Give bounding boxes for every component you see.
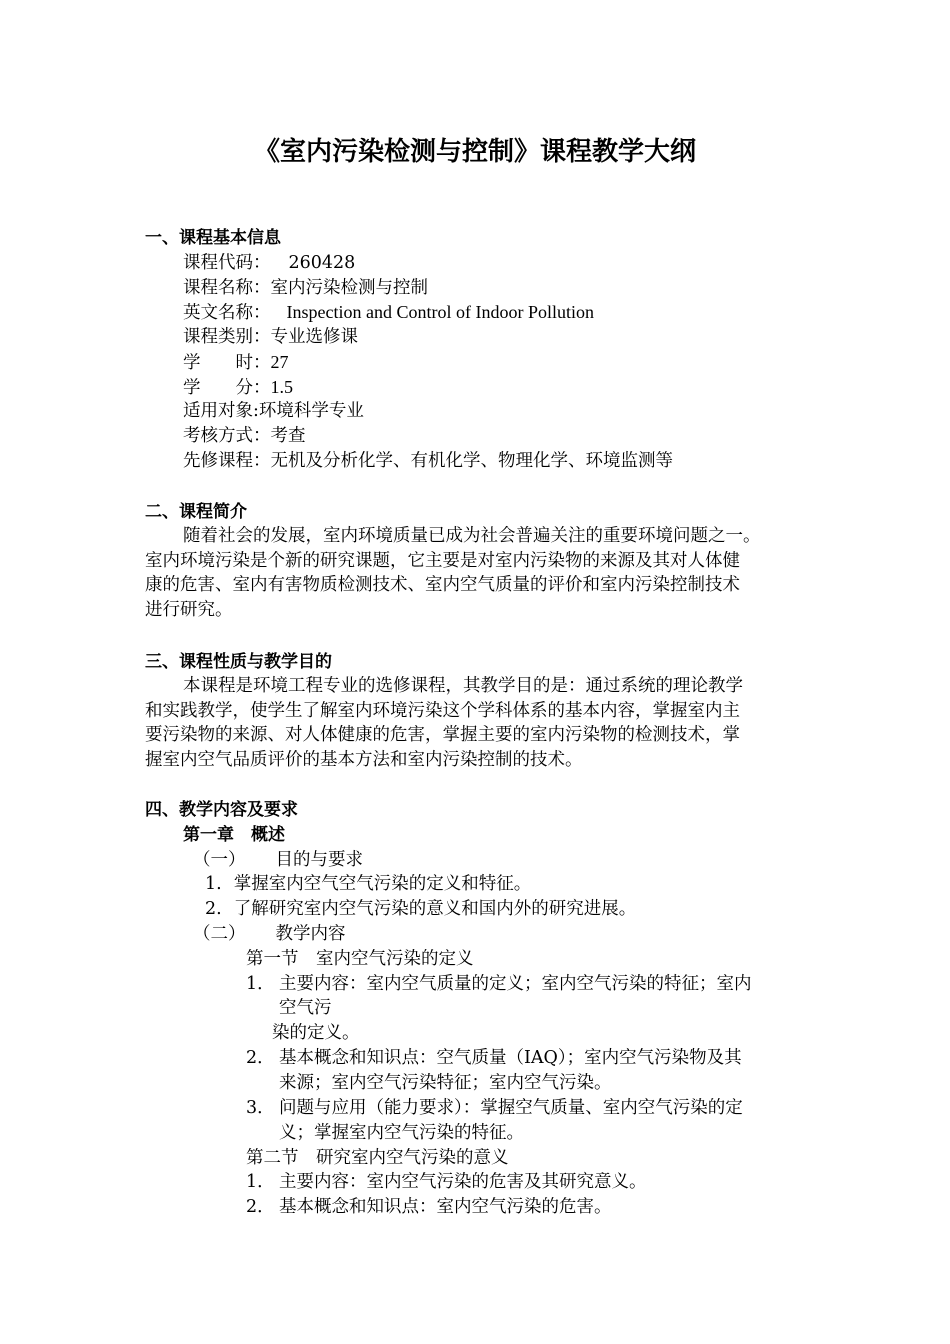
- info-value: 无机及分析化学、有机化学、物理化学、环境监测等: [270, 451, 673, 471]
- item-text: 了解研究室内空气污染的意义和国内外的研究进展。: [233, 899, 637, 919]
- info-label: 先修课程：: [183, 451, 271, 471]
- section-1-title: 第一节 室内空气污染的定义: [246, 949, 474, 969]
- subsection-content: [193, 922, 346, 946]
- item-number: 2．: [246, 1048, 275, 1068]
- info-value: 27: [270, 352, 289, 372]
- item-text: 主要内容：室内空气质量的定义；室内空气污染的特征；室内: [279, 974, 752, 994]
- info-value: 考查: [270, 426, 306, 446]
- info-row-english-name: [183, 300, 594, 325]
- info-row-assessment: [183, 424, 306, 448]
- chapter-title: 第一章 概述: [183, 825, 285, 845]
- page-title: 《室内污染检测与控制》课程教学大纲: [253, 137, 696, 167]
- subsection-goals: [193, 848, 363, 872]
- item-number: 1．: [246, 1172, 275, 1192]
- goal-item: [205, 897, 636, 921]
- paragraph-line: 室内环境污染是个新的研究课题，它主要是对室内污染物的来源及其对人体健: [145, 550, 740, 571]
- section-heading-nature-purpose: 三、课程性质与教学目的: [145, 652, 332, 672]
- paragraph-line: 要污染物的来源、对人体健康的危害，掌握主要的室内污染物的检测技术，掌: [145, 725, 740, 746]
- item-number: 3．: [246, 1098, 275, 1118]
- item-text: 基本概念和知识点：空气质量（IAQ）；室内空气污染物及其: [279, 1048, 742, 1068]
- info-label: 英文名称：: [183, 303, 271, 323]
- item-number: 1．: [246, 974, 275, 994]
- paragraph-line: 和实践教学，使学生了解室内环境污染这个学科体系的基本内容，掌握室内主: [145, 700, 740, 721]
- section-2-title: 第二节 研究室内空气污染的意义: [246, 1148, 509, 1168]
- info-value: 260428: [288, 253, 356, 273]
- item-number: 1.: [205, 874, 222, 894]
- section-heading-basic-info: 一、课程基本信息: [145, 228, 281, 248]
- item-text: 来源；室内空气污染特征；室内空气污染。: [279, 1073, 612, 1093]
- item-text: 基本概念和知识点：室内空气污染的危害。: [279, 1197, 612, 1217]
- section-heading-intro: 二、课程简介: [145, 502, 247, 522]
- info-label: 考核方式：: [183, 426, 271, 446]
- item-text: 主要内容：室内空气污染的危害及其研究意义。: [279, 1172, 647, 1192]
- purpose-paragraph: [145, 674, 807, 772]
- info-row-hours: [183, 350, 289, 375]
- subsection-mark: （二）: [193, 924, 246, 944]
- info-row-course-name: [183, 276, 428, 300]
- info-row-prerequisites: [183, 449, 673, 473]
- item-number: 2．: [246, 1197, 275, 1217]
- item-number: 2.: [205, 899, 222, 919]
- subsection-mark: （一）: [193, 850, 246, 870]
- info-label: 学 分：: [183, 378, 271, 398]
- paragraph-line: 本课程是环境工程专业的选修课程，其教学目的是：通过系统的理论教学: [183, 676, 743, 696]
- goal-item: [205, 872, 531, 896]
- info-row-target-audience: [183, 399, 364, 423]
- info-label: 课程代码：: [183, 253, 271, 273]
- subsection-text: 教学内容: [275, 924, 346, 944]
- info-value: 环境科学专业: [258, 401, 364, 421]
- paragraph-line: 康的危害、室内有害物质检测技术、室内空气质量的评价和室内污染控制技术: [145, 575, 740, 596]
- info-row-course-category: [183, 325, 358, 349]
- item-text: 空气污: [279, 998, 332, 1018]
- info-value: Inspection and Control of Indoor Pollution: [286, 302, 594, 322]
- info-label: 课程类别：: [183, 327, 271, 347]
- info-value: 室内污染检测与控制: [270, 278, 428, 298]
- paragraph-line: 握室内空气品质评价的基本方法和室内污染控制的技术。: [145, 749, 583, 770]
- section-heading-content: 四、教学内容及要求: [145, 800, 298, 820]
- info-label: 适用对象:: [183, 401, 259, 421]
- info-row-credits: [183, 375, 293, 400]
- info-label: 课程名称：: [183, 278, 271, 298]
- info-label: 学 时：: [183, 353, 271, 373]
- subsection-text: 目的与要求: [275, 850, 363, 870]
- paragraph-line: 随着社会的发展，室内环境质量已成为社会普遍关注的重要环境问题之一。: [183, 526, 761, 546]
- item-text: 掌握室内空气空气污染的定义和特征。: [233, 874, 532, 894]
- item-text: 染的定义。: [272, 1023, 360, 1043]
- paragraph-line: 进行研究。: [145, 599, 233, 620]
- item-text: 问题与应用（能力要求）：掌握空气质量、室内空气污染的定: [279, 1098, 743, 1118]
- info-value: 1.5: [270, 377, 293, 397]
- info-value: 专业选修课: [270, 327, 358, 347]
- intro-paragraph: [145, 524, 807, 622]
- item-text: 义；掌握室内空气污染的特征。: [279, 1123, 524, 1143]
- info-row-course-code: [183, 251, 355, 275]
